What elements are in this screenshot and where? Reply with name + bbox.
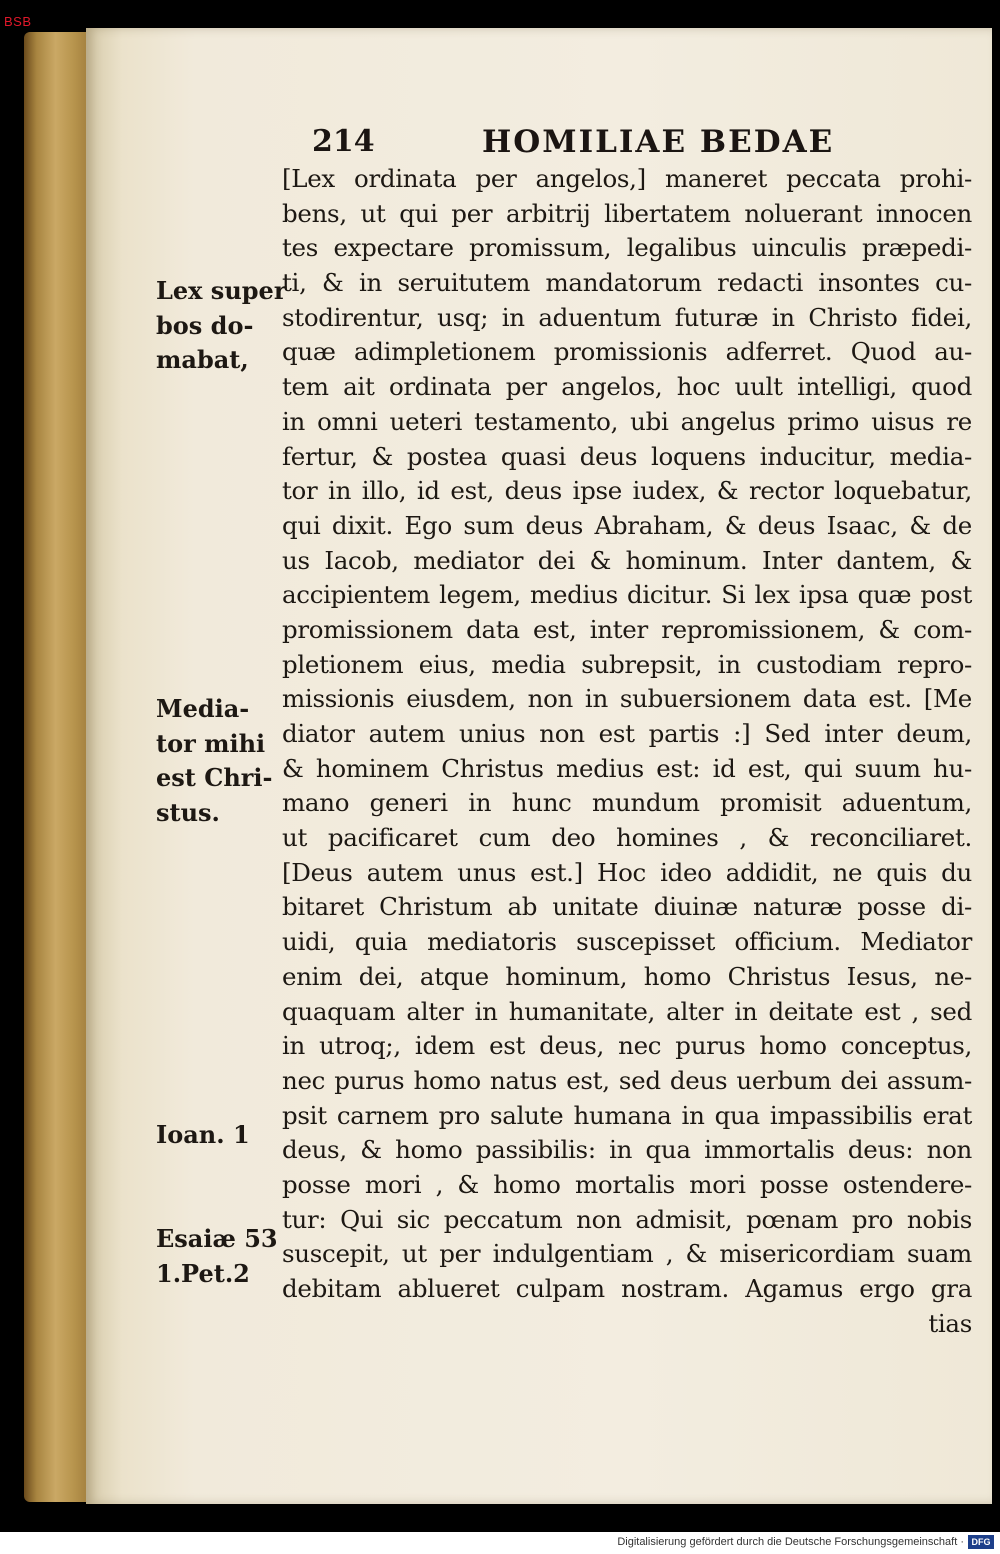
book-page bbox=[86, 28, 992, 1504]
marginal-note bbox=[156, 1118, 266, 1153]
text-line: posse mori , & homo mortalis mori posse ostendere- bbox=[282, 1169, 972, 1199]
running-head bbox=[86, 124, 992, 164]
text-line: tor in illo, id est, deus ipse iudex, & rector loquebatur, bbox=[282, 476, 972, 506]
main-text-block bbox=[282, 162, 972, 1341]
text-line: psit carnem pro salute humana in qua impassibilis erat bbox=[282, 1100, 972, 1130]
text-line: pletionem eius, media subrepsit, in custodiam repro- bbox=[282, 649, 972, 679]
text-line: mano generi in hunc mundum promisit aduentum, bbox=[282, 788, 972, 818]
marginal-note-line: Media- bbox=[156, 694, 250, 723]
text-line: qui dixit. Ego sum deus Abraham, & deus Isaac, & de bbox=[282, 510, 972, 540]
text-line: bens, ut qui per arbitrij libertatem noluerant innocen bbox=[282, 198, 972, 228]
text-line: enim dei, atque hominum, homo Christus Iesus, ne- bbox=[282, 961, 972, 991]
text-line: [Deus autem unus est.] Hoc ideo addidit, ne quis du bbox=[282, 857, 972, 887]
text-line: us Iacob, mediator dei & hominum. Inter dantem, & bbox=[282, 545, 972, 575]
marginal-note bbox=[156, 692, 273, 831]
text-line: quaquam alter in humanitate, alter in deitate est , sed bbox=[282, 996, 972, 1026]
text-line: quæ adimpletionem promissionis adferret. Quod au- bbox=[282, 337, 972, 367]
text-line: & hominem Christus medius est: id est, qui suum hu- bbox=[282, 753, 972, 783]
text-line: nec purus homo natus est, sed deus uerbum dei assum- bbox=[282, 1065, 972, 1095]
catchword: tias bbox=[928, 1308, 972, 1338]
text-line: ut pacificaret cum deo homines , & reconciliaret. bbox=[282, 823, 972, 853]
text-line: in utroq;, idem est deus, nec purus homo conceptus, bbox=[282, 1031, 972, 1061]
dfg-logo: DFG bbox=[968, 1535, 994, 1549]
library-mark: BSB bbox=[4, 14, 32, 29]
text-line: tes expectare promissum, legalibus uinculis præpedi- bbox=[282, 233, 972, 263]
text-line: tur: Qui sic peccatum non admisit, pœnam pro nobis bbox=[282, 1204, 972, 1234]
marginal-note-line: Lex super bbox=[156, 276, 287, 305]
marginal-note-line: tor mihi bbox=[156, 728, 266, 758]
marginal-note-line: mabat, bbox=[156, 345, 249, 375]
footer-bar bbox=[0, 1532, 1000, 1554]
marginal-note bbox=[156, 274, 287, 378]
text-line: accipientem legem, medius dicitur. Si lex ipsa quæ post bbox=[282, 580, 972, 610]
marginal-note-line: Ioan. 1 bbox=[156, 1120, 250, 1149]
text-line: debitam ablueret culpam nostram. Agamus ergo gra bbox=[282, 1274, 972, 1303]
text-line: missionis eiusdem, non in subuersionem data est. [Me bbox=[282, 684, 972, 714]
running-title: HOMILIAE BEDAE bbox=[482, 124, 835, 160]
marginal-note-line: 1.Pet.2 bbox=[156, 1258, 250, 1288]
text-line: ti, & in seruitutem mandatorum redacti insontes cu- bbox=[282, 268, 972, 298]
marginal-note-line: est Chri- bbox=[156, 763, 273, 793]
text-line: promissionem data est, inter repromissionem, & com- bbox=[282, 614, 972, 644]
funding-credit: Digitalisierung gefördert durch die Deutsche Forschungsgemeinschaft · bbox=[617, 1536, 964, 1548]
text-line: suscepit, ut per indulgentiam , & misericordiam suam bbox=[282, 1239, 972, 1269]
text-line: uidi, quia mediatoris suscepisset officium. Mediator bbox=[282, 927, 972, 957]
marginal-note-line: stus. bbox=[156, 798, 220, 828]
book-fore-edge bbox=[24, 32, 94, 1502]
page-number: 214 bbox=[312, 124, 375, 159]
marginal-note bbox=[156, 1222, 278, 1291]
text-line: tem ait ordinata per angelos, hoc uult intelligi, quod bbox=[282, 372, 972, 402]
text-line: stodirentur, usq; in aduentum futuræ in Christo fidei, bbox=[282, 302, 972, 332]
text-line: fertur, & postea quasi deus loquens inducitur, media- bbox=[282, 441, 972, 471]
text-line: deus, & homo passibilis: in qua immortalis deus: non bbox=[282, 1135, 972, 1165]
marginal-note-line: bos do- bbox=[156, 310, 254, 340]
text-line: [Lex ordinata per angelos,] maneret peccata prohi- bbox=[282, 164, 972, 193]
text-line: bitaret Christum ab unitate diuinæ naturæ posse di- bbox=[282, 892, 972, 922]
marginal-note-line: Esaiæ 53 bbox=[156, 1224, 278, 1253]
text-line: in omni ueteri testamento, ubi angelus primo uisus re bbox=[282, 406, 972, 436]
text-line: diator autem unius non est partis :] Sed inter deum, bbox=[282, 719, 972, 748]
